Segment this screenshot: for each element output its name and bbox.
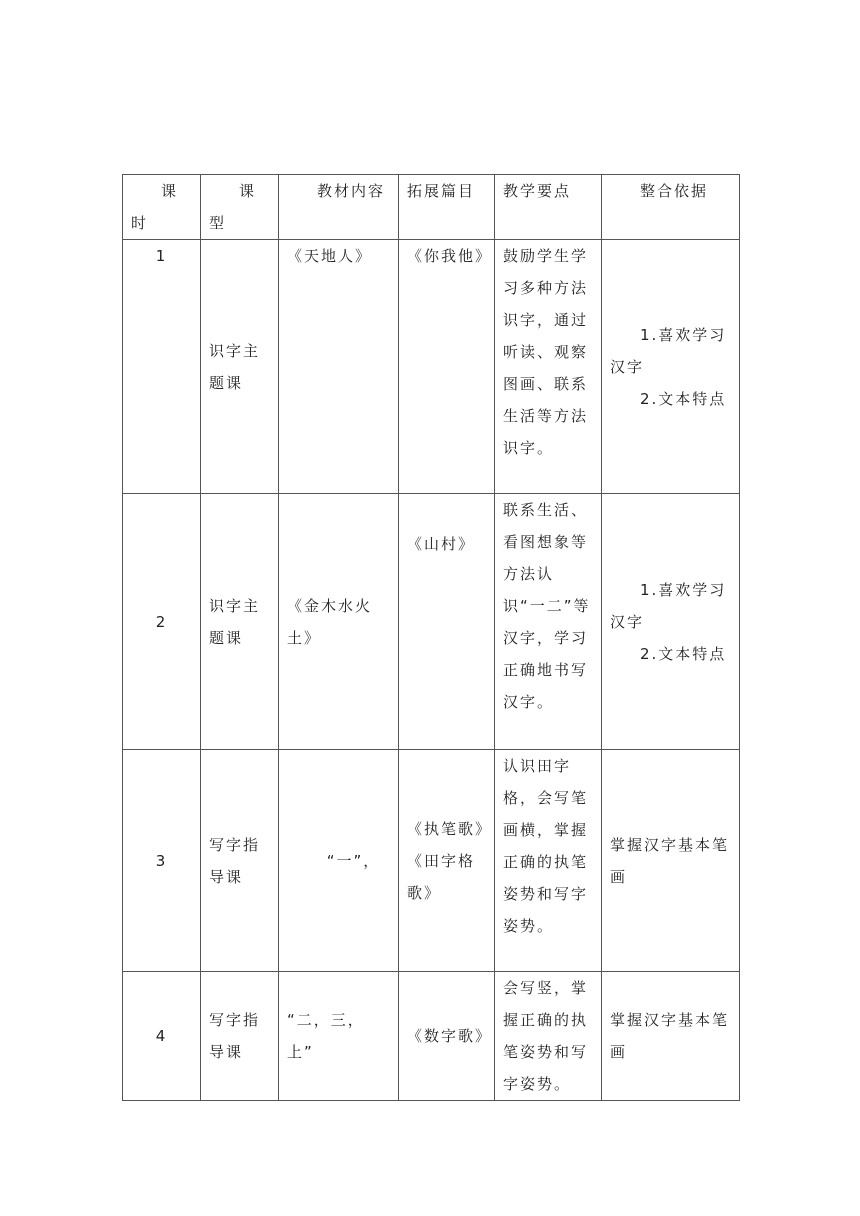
- extension-cell: 《数字歌》: [399, 972, 495, 1101]
- content-cell: “一”，: [279, 750, 399, 972]
- table-row: [123, 240, 740, 494]
- period-cell: 3: [123, 750, 201, 972]
- points-cell: 联系生活、看图想象等方法认识“一二”等汉字，学习正确地书写汉字。: [495, 494, 602, 750]
- table-header-row: [123, 175, 740, 240]
- table-row: [123, 494, 740, 750]
- basis-cell: 掌握汉字基本笔画: [602, 972, 740, 1101]
- header-type: 课型: [201, 175, 279, 240]
- basis-item: 2.文本特点: [640, 644, 727, 663]
- basis-item: 2.文本特点: [640, 389, 727, 408]
- type-cell: 识字主题课: [201, 240, 279, 494]
- points-cell: 鼓励学生学习多种方法识字，通过听读、观察图画、联系生活等方法识字。: [495, 240, 602, 494]
- table-row: [123, 750, 740, 972]
- basis-item: 1.喜欢学习汉字: [610, 580, 727, 631]
- content-cell: 《天地人》: [279, 240, 399, 494]
- period-cell: 4: [123, 972, 201, 1101]
- type-cell: 写字指导课: [201, 750, 279, 972]
- points-cell: 认识田字格，会写笔画横，掌握正确的执笔姿势和写字姿势。: [495, 750, 602, 972]
- basis-cell: 掌握汉字基本笔画: [602, 750, 740, 972]
- header-basis: 整合依据: [602, 175, 740, 240]
- basis-cell: [602, 240, 740, 494]
- basis-item: 1.喜欢学习汉字: [610, 325, 727, 376]
- basis-cell: [602, 494, 740, 750]
- content-cell: 《金木水火土》: [279, 494, 399, 750]
- lesson-plan-table: [122, 174, 740, 1101]
- header-extension: 拓展篇目: [399, 175, 495, 240]
- extension-cell: 《山村》: [399, 494, 495, 750]
- content-cell: “二，三，上”: [279, 972, 399, 1101]
- type-cell: 写字指导课: [201, 972, 279, 1101]
- type-cell: 识字主题课: [201, 494, 279, 750]
- extension-cell: 《你我他》: [399, 240, 495, 494]
- table-row: [123, 972, 740, 1101]
- header-period: 课时: [123, 175, 201, 240]
- header-points: 教学要点: [495, 175, 602, 240]
- period-cell: 1: [123, 240, 201, 494]
- period-cell: 2: [123, 494, 201, 750]
- points-cell: 会写竖，掌握正确的执笔姿势和写字姿势。: [495, 972, 602, 1101]
- extension-cell: 《执笔歌》《田字格歌》: [399, 750, 495, 972]
- header-content: 教材内容: [279, 175, 399, 240]
